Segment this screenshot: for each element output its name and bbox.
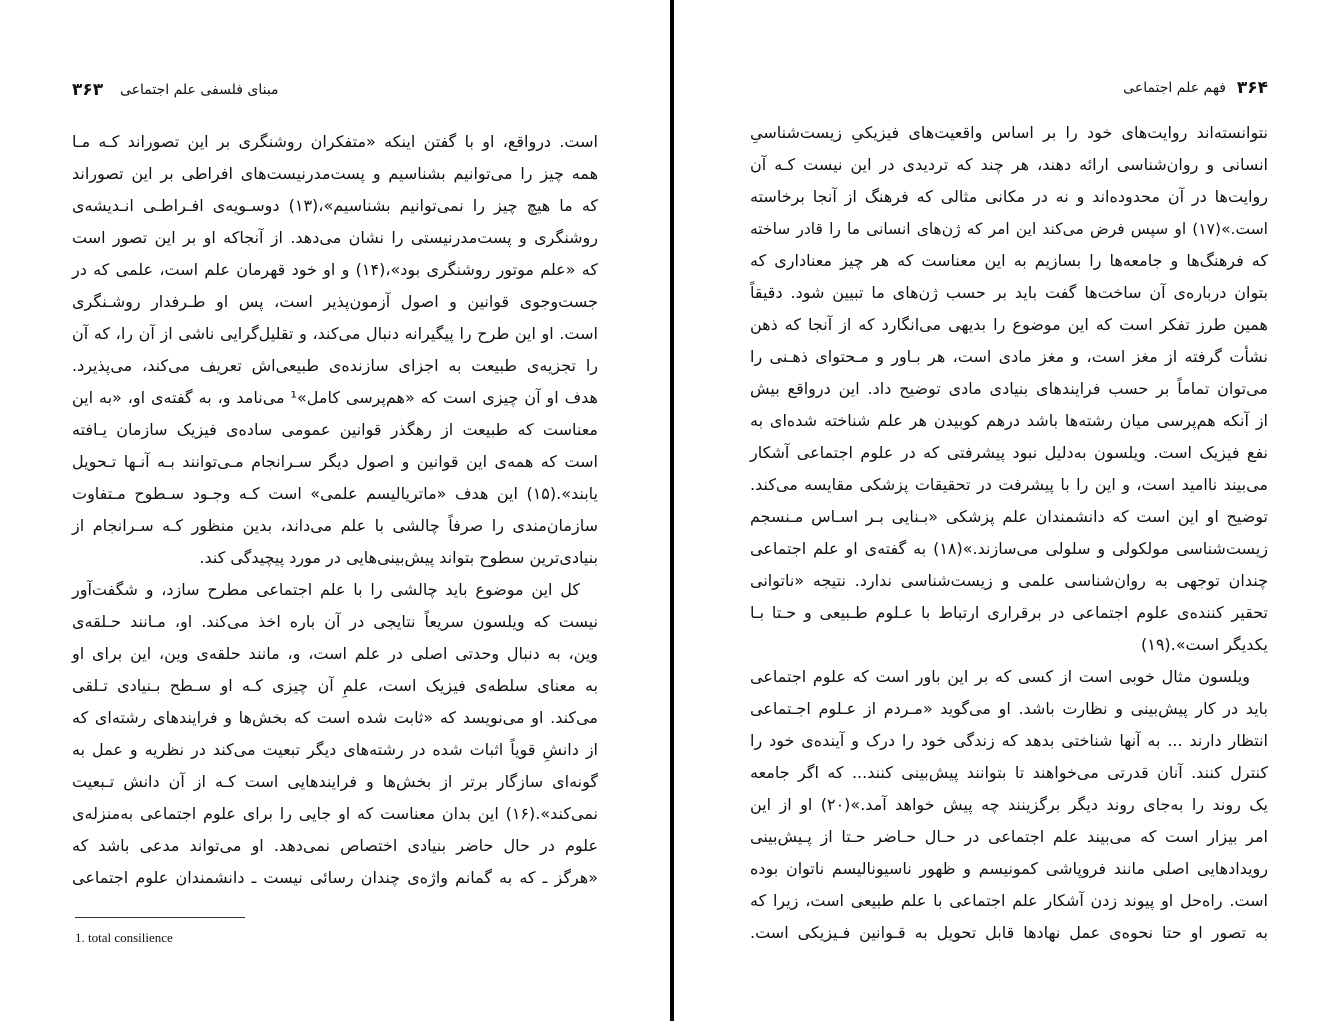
- body-line: نیست که ویلسون سریعاً نتایجی در آن باره اخذ می‌کند. او، مـانند حـلقه‌ی: [72, 612, 598, 631]
- running-title: فهم علم اجتماعی: [1123, 80, 1226, 96]
- body-line: «هرگز ـ که به گمانم واژه‌ی چندان رسائی نیست ـ دانشمندان علوم اجتماعی: [72, 868, 598, 887]
- body-line: امر بیزار است که می‌بیند علم اجتماعی در حـال حـاضر حـتا از پـیش‌بینی: [750, 827, 1268, 846]
- page-divider: [670, 0, 674, 1021]
- paragraph: [72, 126, 598, 574]
- body-line: گونه‌ای سازگار برتر از بخش‌ها و فرایندهایی است کـه از آن دانش تـبعیت: [72, 772, 598, 791]
- body-line: همه چیز را می‌توانیم بشناسیم و پست‌مدرنیست‌های افراطی بر این تصوراند: [72, 164, 598, 183]
- body-line: از دانشِ قویاً اثبات شده در رشته‌های دیگر تبعیت می‌کند در نظریه و عمل به: [72, 740, 598, 759]
- body-line: کل این موضوع باید چالشی را با علم اجتماعی مطرح سازد، و شگفت‌آور: [72, 580, 580, 599]
- body-line: نشأت گرفته از مغز است، و مغز مادی است، هر بـاور و مـحتوای ذهـنی را: [750, 347, 1268, 366]
- body-line: چندان توجهی به روان‌شناسی علمی و زیست‌شناسی ندارد. نتیجه «ناتوانی: [750, 571, 1268, 590]
- body-line: را تجزیه‌ی طبیعت به اجزای سازنده‌ی طبیعی‌اش تعریف می‌کند، می‌پذیرد.: [72, 356, 598, 375]
- body-line: همین طرز تفکر است که این موضوع را بدیهی می‌انگارد که از آنجا که ذهن: [750, 315, 1268, 334]
- body-line: زیست‌شناسی مولکولی و سلولی می‌سازند.»(۱۸) به گفته‌ی او علم اجتماعی: [750, 539, 1268, 558]
- body-line: نمی‌کند».(۱۶) این بدان معناست که او جایی را برای علوم اجتماعی به‌منزله‌ی: [72, 804, 598, 823]
- body-line: است.»(۱۷) او سپس فرض می‌کند این امر که ژن‌های انسانی ما را قادر ساخته: [750, 220, 1268, 238]
- body-line: سازمان‌مندی را صرفاً چالشی با علم می‌داند، بدین منظور کـه سـرانجام از: [72, 516, 598, 535]
- body-line: به تصور او حتا نحوه‌ی عمل نهادها قابل تحویل به قـوانین فـیزیکی است.: [750, 923, 1268, 942]
- body-line: تحقیر کننده‌ی علوم اجتماعی در برقراری ارتباط با عـلوم طـبیعی و حـتا بـا: [750, 603, 1268, 622]
- body-line: بتوان درباره‌ی آن ساخت‌ها گفت باید بر حسب ژن‌های ما تبیین شود. دقیقاً: [750, 283, 1268, 302]
- body-line: که «علم موتور روشنگری بود»،(۱۴) و او خود قهرمان علم است، علمی که در: [72, 260, 599, 279]
- body-line: معناست که طبیعت از رهگذر قوانین عمومی ساده‌ی فیزیک سازمان یـافته: [72, 420, 598, 439]
- page-number: ۳۶۳: [72, 80, 104, 100]
- body-line: توضیح او این است که دانشمندان علم پزشکی «بـنایی بـر اسـاس مـنسجم: [750, 507, 1268, 526]
- body-line: هدف او آن چیزی است که «هم‌پرسی کامل»¹ می‌نامد و، به گفته‌ی او، «به این: [72, 388, 598, 407]
- body-line: رویدادهایی اصلی مانند فروپاشی کمونیسم و ظهور ناسیونالیسم ناتوان بوده: [750, 859, 1268, 878]
- body-line: است. او این طرح را پیگیرانه دنبال می‌کند، و تقلیل‌گرایی ناشی از آن را، که آن: [72, 324, 598, 343]
- footnote: 1. total consilience: [75, 930, 173, 945]
- body-line: یکدیگر است».(۱۹): [1140, 635, 1268, 654]
- body-line: است. راه‌حل او پیوند زدن آشکار علم اجتماعی با علم طبیعی است، زیرا که: [750, 891, 1268, 910]
- body-line: نتوانسته‌اند روایت‌های خود را بر اساس واقعیت‌های فیزیکیِ زیست‌شناسیِ: [750, 123, 1268, 142]
- left-page-body: [72, 126, 598, 894]
- footnote-rule: [75, 917, 245, 918]
- page-number: ۳۶۴: [1236, 78, 1268, 98]
- page-right-content: [675, 0, 1344, 1021]
- running-title: مبنای فلسفی علم اجتماعی: [120, 82, 279, 98]
- body-line: انسانی و روان‌شناسی ارائه دهند، هر چند که تردیدی در این نیست کـه آن: [750, 155, 1268, 174]
- body-line: که فرهنگ‌ها و جامعه‌ها را بسازیم به این معناست که هر چیز معناداری که: [750, 251, 1268, 270]
- body-line: یابند».(۱۵) این هدف «ماتریالیسم علمی» است کـه وجـود سـطوح مـتفاوت: [72, 484, 598, 503]
- body-line: می‌کند. او می‌نویسد که «ثابت شده است که بخش‌ها و فرایندهای رشته‌ای که: [72, 708, 598, 727]
- body-line: است که همه‌ی این قوانین و اصول دیگر سـرانجام مـی‌توانند بـه آنـها تـحویل: [72, 452, 598, 471]
- body-line: نفع فیزیک است. ویلسون به‌دلیل نبود پیشرفتی که در علوم اجتماعی آشکار: [750, 443, 1268, 462]
- body-line: یک روند را به‌جای روند دیگر برگزینند چه پیش خواهد آمد.»(۲۰) او از این: [750, 795, 1269, 814]
- body-line: باید در کار پیش‌بینی و نظارت باشد. او می‌گوید «مـردم از عـلوم اجـتماعی: [750, 699, 1268, 718]
- body-line: ویلسون مثال خوبی است از کسی که بر این باور است که علوم اجتماعی: [750, 667, 1250, 686]
- body-line: می‌بیند ناامید است، و این را با پیشرفت در تحقیقات پزشکی مقایسه می‌کند.: [750, 475, 1268, 494]
- body-line: از آنکه هم‌پرسی میان رشته‌ها باشد درهم کوبیدن هر علم شناخته شده‌ای به: [750, 411, 1268, 430]
- paragraph: [750, 661, 1268, 949]
- body-line: انتظار دارند ... به آنها شناختی بدهد که زندگی خود را درک و آینده‌ی خود را: [750, 731, 1268, 750]
- body-line: به معنای سلطه‌ی فیزیک است، علمِ آن چیزی کـه او سـطح بـنیادی تـلقی: [72, 676, 598, 695]
- body-line: که ما هیچ چیز را نمی‌توانیم بشناسیم»،(۱۳) دوسـویه‌ی افـراطـی انـدیشه‌ی: [72, 196, 599, 215]
- paragraph: [750, 117, 1268, 661]
- body-line: بنیادی‌ترین سطوح بتواند پیش‌بینی‌هایی در مورد پیچیدگی کند.: [199, 548, 598, 567]
- body-line: است. درواقع، او با گفتن اینکه «متفکران روشنگری بر این تصوراند کـه مـا: [72, 132, 598, 151]
- paragraph: [72, 574, 598, 894]
- body-line: می‌توان تماماً بر حسب فرایندهای بنیادی مادی توضیح داد. این درواقع بیش: [750, 379, 1268, 398]
- body-line: روایت‌ها در آن محدوده‌اند و نه در مکانی مثالی که فرهنگ از آنجا برخاسته: [750, 187, 1268, 206]
- body-line: روشنگری و پست‌مدرنیستی را نشان می‌دهد. از آنجاکه او بر این تصور است: [72, 228, 598, 247]
- body-line: وین، به دنبال وحدتی اصلی در علم است، و، مانند حلقه‌ی وین، این برای او: [72, 644, 598, 663]
- body-line: جست‌وجوی قوانین و اصول آزمون‌پذیر است، پس او طـرفدار روشـنگری: [72, 292, 598, 311]
- right-page-body: [750, 117, 1268, 949]
- body-line: علوم در حال حاضر بنیادی اختصاص نمی‌دهد. او می‌تواند مدعی باشد که: [72, 836, 598, 855]
- body-line: کنترل کنند. آنان قدرتی می‌خواهند تا بتوانند پیش‌بینی کنند... که اگر جامعه: [750, 763, 1268, 782]
